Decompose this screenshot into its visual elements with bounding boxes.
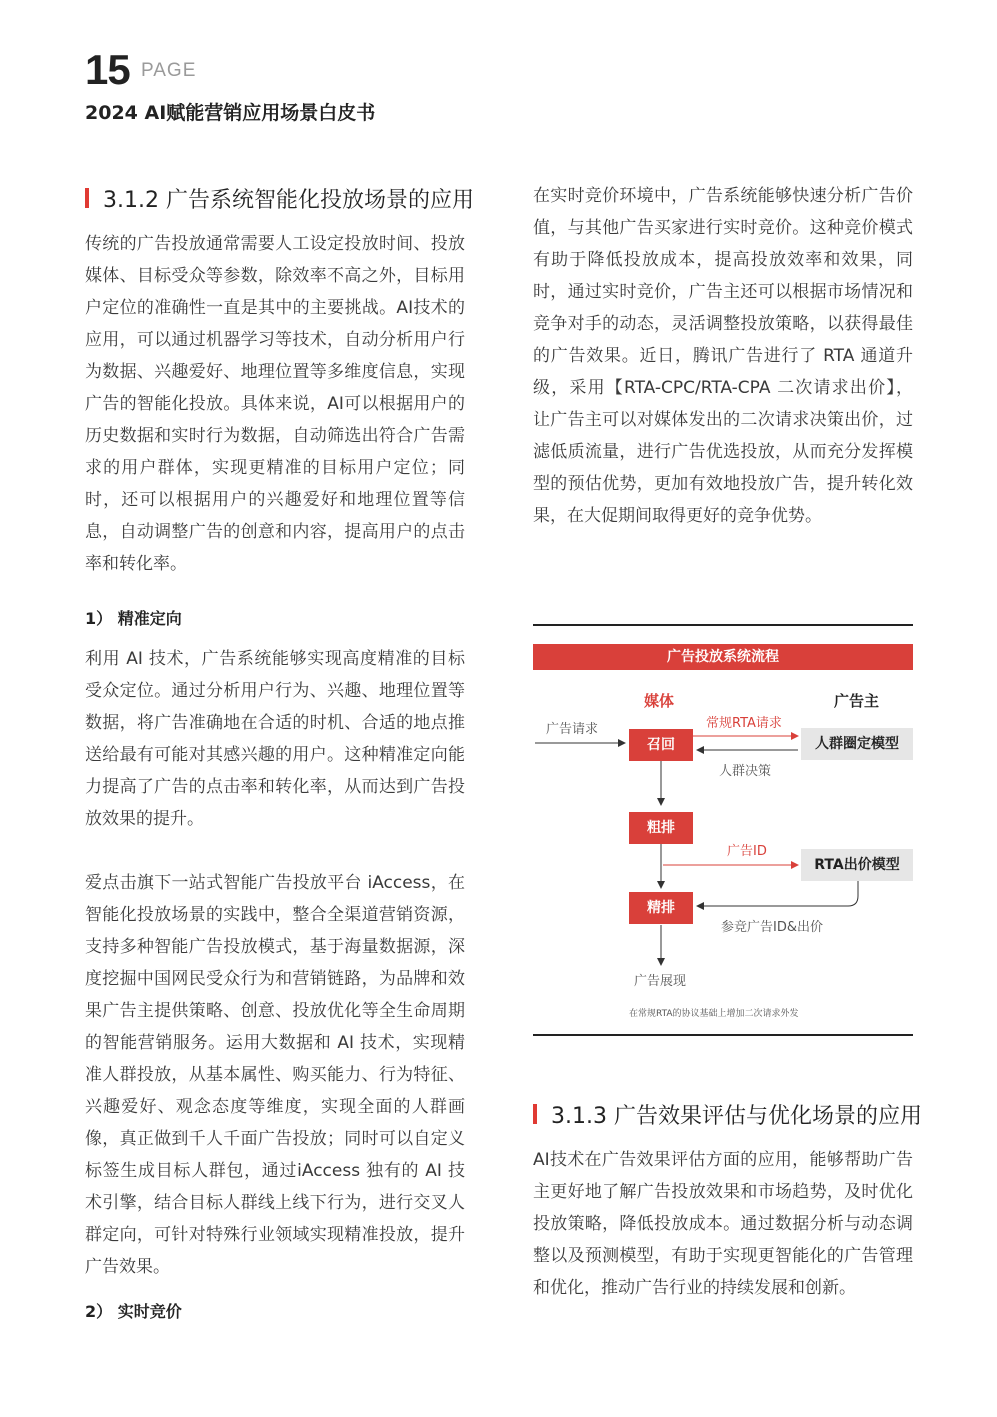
page-number: 15: [85, 46, 130, 93]
flow-arrows: [533, 624, 913, 1036]
section-marker: [533, 1104, 537, 1124]
section-heading-3-1-2: [85, 180, 474, 216]
targeting-paragraph: 利用 AI 技术，广告系统能够实现高度精准的目标受众定位。通过分析用户行为、兴趣、地理位置等数据，将广告准确地在合适的时机、合适的地点推送给最有可能对其感兴趣的用户。这种精准定向能力提高了广告的点击率和转化率，从而达到广告投放效果的提升。: [85, 649, 465, 829]
subheading-precise-targeting: 1） 精准定向: [85, 609, 182, 628]
right-column-bottom: [533, 1096, 922, 1304]
diagram-footnote: 在常规RTA的协议基础上增加二次请求外发: [629, 1009, 799, 1019]
evaluation-paragraph: AI技术在广告效果评估方面的应用，能够帮助广告主更好地了解广告投放效果和市场趋势，及时优化投放策略，降低投放成本。通过数据分析与动态调整以及预测模型，有助于实现更智能化的广告管理和优化，推动广告行业的持续发展和创新。: [533, 1150, 913, 1298]
fine-rank-box: 精排: [629, 892, 693, 924]
page-label: PAGE: [141, 60, 197, 81]
coarse-rank-box: 粗排: [629, 812, 693, 844]
section-title: 3.1.3 广告效果评估与优化场景的应用: [551, 1103, 922, 1129]
compete-id-bid-label: 参竞广告ID&出价: [721, 920, 823, 935]
rta-bid-model-box: RTA出价模型: [801, 849, 913, 881]
ad-display-label: 广告展现: [634, 974, 687, 989]
diagram-title: 广告投放系统流程: [533, 644, 913, 670]
audience-decision-label: 人群决策: [719, 764, 772, 779]
advertiser-column-head: 广告主: [834, 692, 880, 710]
intro-paragraph: 传统的广告投放通常需要人工设定投放时间、投放媒体、目标受众等参数，除效率不高之外，目标用户定位的准确性一直是其中的主要挑战。AI技术的应用，可以通过机器学习等技术，自动分析用户行为数据、兴趣爱好、地理位置等多维度信息，实现广告的智能化投放。具体来说，AI可以根据用户的历史数据和实时行为数据，自动筛选出符合广告需求的用户群体，实现更精准的目标用户定位；同时，还可以根据用户的兴趣爱好和地理位置等信息，自动调整广告的创意和内容，提高用户的点击率和转化率。: [85, 234, 465, 574]
normal-rta-request-label: 常规RTA请求: [706, 716, 782, 731]
section-title: 3.1.2 广告系统智能化投放场景的应用: [103, 187, 474, 213]
recall-box: 召回: [629, 729, 693, 761]
ad-delivery-flow-diagram: [533, 624, 913, 1036]
document-title: 2024 AI赋能营销应用场景白皮书: [85, 102, 376, 124]
media-column-head: 媒体: [644, 692, 675, 710]
arrow-rta-to-fine: [697, 880, 858, 906]
ad-request-label: 广告请求: [546, 722, 599, 737]
rtb-paragraph: 在实时竞价环境中，广告系统能够快速分析广告价值，与其他广告买家进行实时竞价。这种竞价模式有助于降低投放成本，提高投放效率和效果，同时，通过实时竞价，广告主还可以根据市场情况和竞争对手的动态，灵活调整投放策略，以获得最佳的广告效果。近日，腾讯广告进行了 RTA 通道升级，采用【RTA-CPC/RTA-CPA 二次请求出价】，让广告主可以对媒体发出的二次请求决策出价，过滤低质流量，进行广告优选投放，从而充分发挥模型的预估优势，更加有效地投放广告，提升转化效果，在大促期间取得更好的竞争优势。: [533, 186, 913, 526]
subheading-realtime-bidding: 2） 实时竞价: [85, 1302, 182, 1321]
iaccess-paragraph: 爱点击旗下一站式智能广告投放平台 iAccess，在智能化投放场景的实践中，整合全渠道营销资源，支持多种智能广告投放模式，基于海量数据源，深度挖掘中国网民受众行为和营销链路，为品牌和效果广告主提供策略、创意、投放优化等全生命周期的智能营销服务。运用大数据和 AI 技术，实现精准人群投放，从基本属性、购买能力、行为特征、兴趣爱好、观念态度等维度，实现全面的人群画像，真正做到千人千面广告投放；同时可以自定义标签生成目标人群包，通过iAccess 独有的 AI 技术引擎，结合目标人群线上线下行为，进行交叉人群定向，可针对特殊行业领域实现精准投放，提升广告效果。: [85, 873, 465, 1277]
ad-id-label: 广告ID: [727, 844, 767, 859]
section-marker: [85, 188, 89, 208]
audience-model-box: 人群圈定模型: [801, 728, 913, 760]
right-column-top: [533, 180, 913, 532]
section-heading-3-1-3: [533, 1096, 922, 1132]
left-column: [85, 180, 474, 1336]
diagram-bottom-rule: [533, 1034, 913, 1036]
